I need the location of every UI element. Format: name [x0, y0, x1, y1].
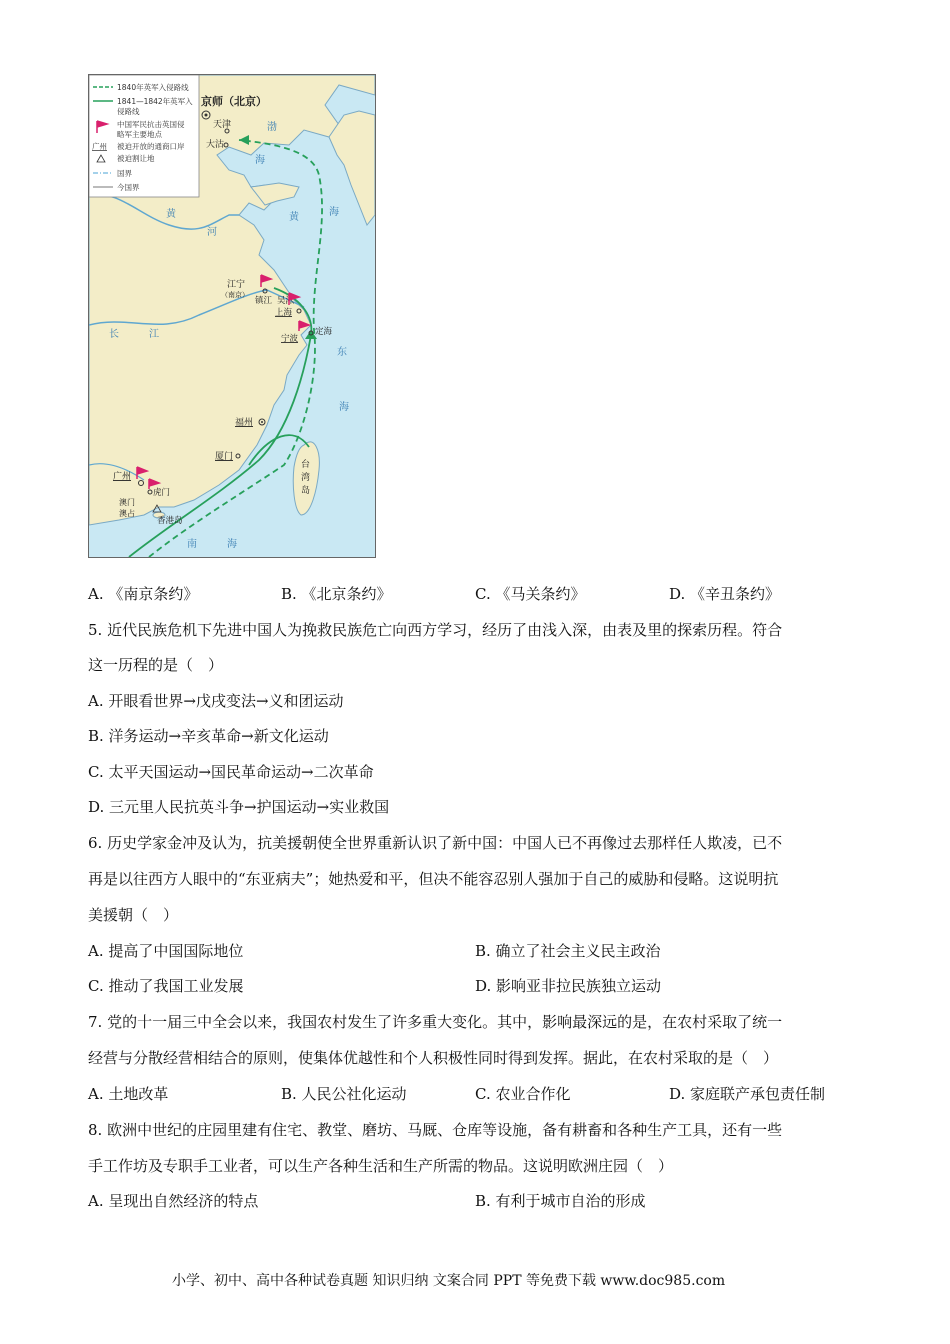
- q7-option-c[interactable]: C. 农业合作化: [475, 1085, 571, 1103]
- q5-option-b[interactable]: B. 洋务运动→辛亥革命→新文化运动: [88, 727, 329, 745]
- svg-text:上海: 上海: [275, 308, 293, 318]
- q4-option-d[interactable]: D. 《辛丑条约》: [669, 585, 781, 603]
- q5-option-c[interactable]: C. 太平天国运动→国民革命运动→二次革命: [88, 763, 374, 781]
- svg-text:广州: 广州: [92, 142, 107, 151]
- q6-stem: 6. 历史学家金冲及认为，抗美援朝使全世界重新认识了新中国：中国人已不再像过去那样任人欺凌，已不: [88, 834, 783, 852]
- svg-text:河: 河: [207, 227, 217, 238]
- svg-text:东: 东: [337, 347, 347, 358]
- svg-text:渤: 渤: [267, 122, 277, 133]
- svg-text:海: 海: [339, 402, 349, 413]
- legend-modern-border: 今国界: [117, 183, 140, 192]
- q6-option-b[interactable]: B. 确立了社会主义民主政治: [475, 942, 661, 960]
- q7-option-a[interactable]: A. 土地改革: [88, 1085, 169, 1103]
- svg-text:台: 台: [301, 460, 311, 470]
- q6-option-a[interactable]: A. 提高了中国国际地位: [88, 942, 244, 960]
- svg-text:澳占: 澳占: [119, 509, 135, 518]
- q4-option-c[interactable]: C. 《马关条约》: [475, 585, 586, 603]
- q4-option-a[interactable]: A. 《南京条约》: [88, 585, 199, 603]
- svg-text:大沽: 大沽: [206, 140, 225, 150]
- q5-option-d[interactable]: D. 三元里人民抗英斗争→护国运动→实业救国: [88, 798, 390, 816]
- capital-label: 京师（北京）: [201, 95, 267, 108]
- svg-text:澳门: 澳门: [119, 498, 135, 507]
- opium-war-map: [88, 74, 376, 558]
- svg-text:厦门: 厦门: [215, 452, 234, 462]
- svg-text:略军主要地点: 略军主要地点: [117, 130, 162, 139]
- legend-port: 被迫开放的通商口岸: [117, 142, 185, 151]
- q8-stem: 8. 欧洲中世纪的庄园里建有住宅、教堂、磨坊、马厩、仓库等设施，备有耕畜和各种生产工具，还有一些: [88, 1121, 783, 1139]
- svg-text:吴淞: 吴淞: [277, 296, 295, 306]
- legend-route-1841: 1841—1842年英军入: [117, 97, 193, 106]
- svg-text:黄: 黄: [289, 212, 299, 223]
- q5-stem: 5. 近代民族危机下先进中国人为挽救民族危亡向西方学习，经历了由浅入深，由表及里的探索历程。符合: [88, 621, 783, 639]
- q5-option-a[interactable]: A. 开眼看世界→戊戌变法→义和团运动: [88, 692, 344, 710]
- svg-text:湾: 湾: [301, 473, 311, 483]
- legend-ceded: 被迫割让地: [117, 154, 155, 163]
- svg-text:香港岛: 香港岛: [157, 516, 183, 526]
- svg-text:定海: 定海: [315, 327, 333, 337]
- q4-option-b[interactable]: B. 《北京条约》: [281, 585, 392, 603]
- q7-option-b[interactable]: B. 人民公社化运动: [281, 1085, 407, 1103]
- svg-text:海: 海: [255, 155, 265, 166]
- svg-text:黄: 黄: [166, 209, 176, 220]
- legend-border: 国界: [117, 169, 132, 178]
- svg-text:（南京）: （南京）: [221, 291, 249, 299]
- q6-option-c[interactable]: C. 推动了我国工业发展: [88, 977, 244, 995]
- q8-option-b[interactable]: B. 有利于城市自治的形成: [475, 1192, 646, 1210]
- svg-text:岛: 岛: [301, 486, 311, 496]
- svg-text:江宁: 江宁: [227, 280, 246, 290]
- svg-text:天津: 天津: [213, 120, 232, 130]
- svg-text:福州: 福州: [235, 418, 254, 428]
- q7-option-d[interactable]: D. 家庭联产承包责任制: [669, 1085, 826, 1103]
- svg-text:江: 江: [149, 329, 159, 340]
- svg-text:宁波: 宁波: [281, 334, 299, 344]
- svg-text:海: 海: [227, 539, 237, 550]
- svg-text:侵路线: 侵路线: [117, 107, 140, 116]
- svg-text:虎门: 虎门: [153, 488, 171, 498]
- svg-text:南: 南: [187, 539, 197, 550]
- svg-text:长: 长: [109, 329, 119, 340]
- svg-text:海: 海: [329, 207, 339, 218]
- svg-text:镇江: 镇江: [255, 296, 273, 306]
- legend-route-1840: 1840年英军入侵路线: [117, 83, 189, 92]
- q7-stem: 7. 党的十一届三中全会以来，我国农村发生了许多重大变化。其中，影响最深远的是，在农村采取了统一: [88, 1013, 783, 1031]
- page-footer: 小学、初中、高中各种试卷真题 知识归纳 文案合同 PPT 等免费下载 www.doc985.com: [172, 1273, 726, 1289]
- svg-text:广州: 广州: [113, 472, 132, 482]
- q6-option-d[interactable]: D. 影响亚非拉民族独立运动: [475, 977, 662, 995]
- legend-resist: 中国军民抗击英国侵: [117, 120, 185, 129]
- q8-option-a[interactable]: A. 呈现出自然经济的特点: [88, 1192, 259, 1210]
